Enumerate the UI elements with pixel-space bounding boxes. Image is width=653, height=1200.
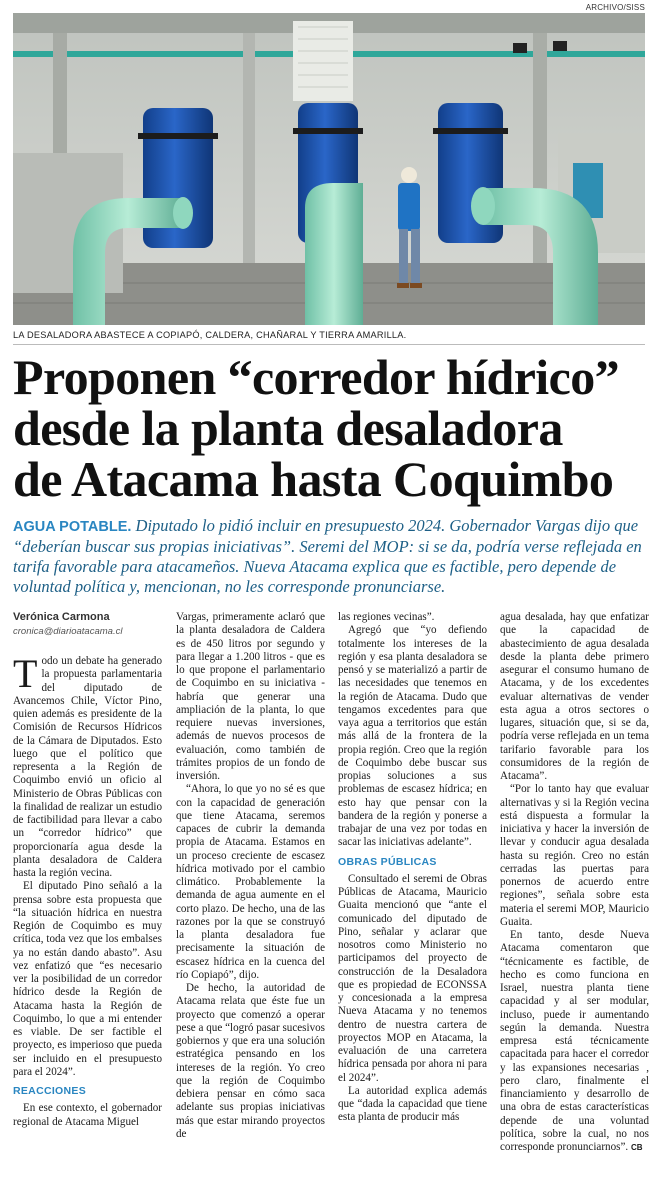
article-column-3 xyxy=(338,611,487,1125)
author-email: cronica@diarioatacama.cl xyxy=(13,626,123,637)
end-mark: CB xyxy=(630,1143,643,1152)
paragraph: En tanto, desde Nueva Atacama comentaron que “técnicamente es factible, de hecho es como funciona en Israel, nuestra planta tiene capacidad y al ser modular, incluso, puede ir aumentando según la demanda. Nuestra empresa está técnicamente capacitada para hacer el corredor y las expansiones necesarias , pero claro, finalmente el financiamiento y desarrollo de una obra de estas características depende de una voluntad política, sobre la cual, no nos corresponde pronunciarnos”. CB xyxy=(500,929,649,1153)
paragraph: Todo un debate ha generado la propuesta parlamentaria del diputado de Avancemos Chile, Víctor Pino, quien además es presidente de la Comisión de Recursos Hídricos de la Cámara de Diputados. Esto luego que el político que representa a la Región de Coquimbo envió un oficio al Ministerio de Obras Públicas con la finalidad de realizar un estudio de factibilidad para llevar a cabo un “corredor hídrico” que proporcionaría agua desde la planta desaladora de Caldera hasta la región vecina. xyxy=(13,651,162,879)
article-column-4 xyxy=(500,611,649,1154)
headline-line: de Atacama hasta Coquimbo xyxy=(13,451,614,507)
paragraph: El diputado Pino señaló a la prensa sobre esta propuesta que “la situación hídrica en nuestra Región de Coquimbo es muy crítica, toda vez que los embalses ya no están dando abasto”. Asu vez enfatizó que “es necesario ver la posibilidad de un corredor hídrico desde la Región de Atacama hasta la Región de Coquimbo, lo que a mi entender es viable. De ser factible el proyecto, es imperioso que pueda ser incluido en el presupuesto para el 2024”. xyxy=(13,880,162,1078)
lead-paragraph xyxy=(13,516,645,597)
paragraph: agua desalada, hay que enfatizar que la capacidad de abastecimiento de agua desalada desde la planta debe primero asegurar el consumo humano de Atacama, y de los excedentes evaluar alternativas de vender esta agua a otros sectores o lugares, situación que, si se da, podría verse reflejada en un tema tarifario favorable para los consumidores de la región de Atacama”. xyxy=(500,611,649,782)
divider xyxy=(13,344,645,345)
paragraph: Consultado el seremi de Obras Públicas de Atacama, Mauricio Guaita mencionó que “ante el comunicado del diputado de Pino, señalar y aclarar que nosotros como Ministerio no participamos del proyecto de construcción de la Desaladora que es propiedad de ECONSSA y concesionada a la empresa Nueva Atacama y no tenemos dentro de nuestra cartera de proyectos MOP en Atacama, la evaluación de una carretera hídrica pensada por ahora ni para el 2024”. xyxy=(338,872,487,1084)
drop-cap: T xyxy=(13,651,38,696)
paragraph: Vargas, primeramente aclaró que la planta desaladora de Caldera es de 450 litros por segundo y para llegar a 1.200 litros - que es lo que propone el parlamentario de Coquimbo en su iniciativa - habría que generar una ampliación de la planta, lo que requiere nuevas inversiones, además de nuevos procesos de evaluación, como también de trámites propios de un fondo de inversión. xyxy=(176,611,325,782)
section-heading-reacciones: REACCIONES xyxy=(13,1085,87,1097)
paragraph: De hecho, la autoridad de Atacama relata que éste fue un proyecto que comenzó a operar pese a que “logró pasar sucesivos gobiernos y que era una solución estratégica pensando en los intereses de la región. Yo creo que la región de Coquimbo debiera pensar en cómo saca adelante sus propias iniciativas más que estar mirando proyectos de xyxy=(176,982,325,1140)
byline xyxy=(13,611,122,637)
article-column-2 xyxy=(176,611,325,1141)
headline-line: desde la planta desaladora xyxy=(13,400,563,456)
paragraph: La autoridad explica además que “dada la capacidad que tiene esta planta de producir más xyxy=(338,1084,487,1124)
paragraph: Agregó que “yo defiendo totalmente los intereses de la región y esa planta desaladora se pensó y se materializó a partir de las necesidades que tenemos en la región de Atacama. Dudo que tengamos excedentes para que vaya agua a territorios que están más allá de la frontera de la propia región. Creo que la región de Coquimbo debe buscar sus propias soluciones a sus problemas de escasez hídrica; en esto hay que pensar con la bandera de la región y ponerse a trabajar de una vez por todas en sacar las iniciativas adelante”. xyxy=(338,624,487,849)
photo-caption: LA DESALADORA ABASTECE A COPIAPÓ, CALDERA, CHAÑARAL Y TIERRA AMARILLA. xyxy=(13,330,407,340)
photo-credit: ARCHIVO/SISS xyxy=(585,3,645,12)
author-name: Verónica Carmona xyxy=(13,611,110,623)
lead-text: Diputado lo pidió incluir en presupuesto 2024. Gobernador Vargas dijo que “deberían buscar sus propias iniciativas”. Seremi del MOP: si se da, podría verse reflejada en tarifa favorable para atacameños. Nueva Atacama explica que es factible, pero depende de voluntad política y, mencionan, no les corresponde pronunciarse. xyxy=(13,516,642,596)
paragraph: las regiones vecinas”. xyxy=(338,611,435,623)
desalination-plant-photo xyxy=(13,13,645,325)
paragraph: En ese contexto, el gobernador regional de Atacama Miguel xyxy=(13,1102,162,1128)
kicker: AGUA POTABLE. xyxy=(13,519,132,535)
headline xyxy=(13,349,645,507)
headline-line: Proponen “corredor hídrico” xyxy=(13,349,619,405)
paragraph: “Ahora, lo que yo no sé es que con la capacidad de generación que tiene Atacama, seremos capaces de cubrir la demanda propia de Atacama. Estamos en un proceso creciente de escasez hídrica motivado por el cambio climático. Probablemente la demanda de agua aumente en el corto plazo. De hecho, una de las razones por la que se construyó la planta desaladora fue precisamente la situación de escasez hídrica en la cuenca del río Copiapó”, dijo. xyxy=(176,783,325,981)
section-heading-obras-publicas: OBRAS PÚBLICAS xyxy=(338,855,437,868)
photo-illustration xyxy=(13,13,645,325)
article-column-1 xyxy=(13,651,162,1129)
paragraph: “Por lo tanto hay que evaluar alternativas y si la Región vecina está dispuesta a formular la iniciativa y hacer la inversión de llevar y conducir agua desalada hasta su región. Creo no están cerradas las puertas para ponernos de acuerdo entre regiones”, señala sobre esta materia el seremi MOP, Mauricio Guaita. xyxy=(500,783,649,928)
